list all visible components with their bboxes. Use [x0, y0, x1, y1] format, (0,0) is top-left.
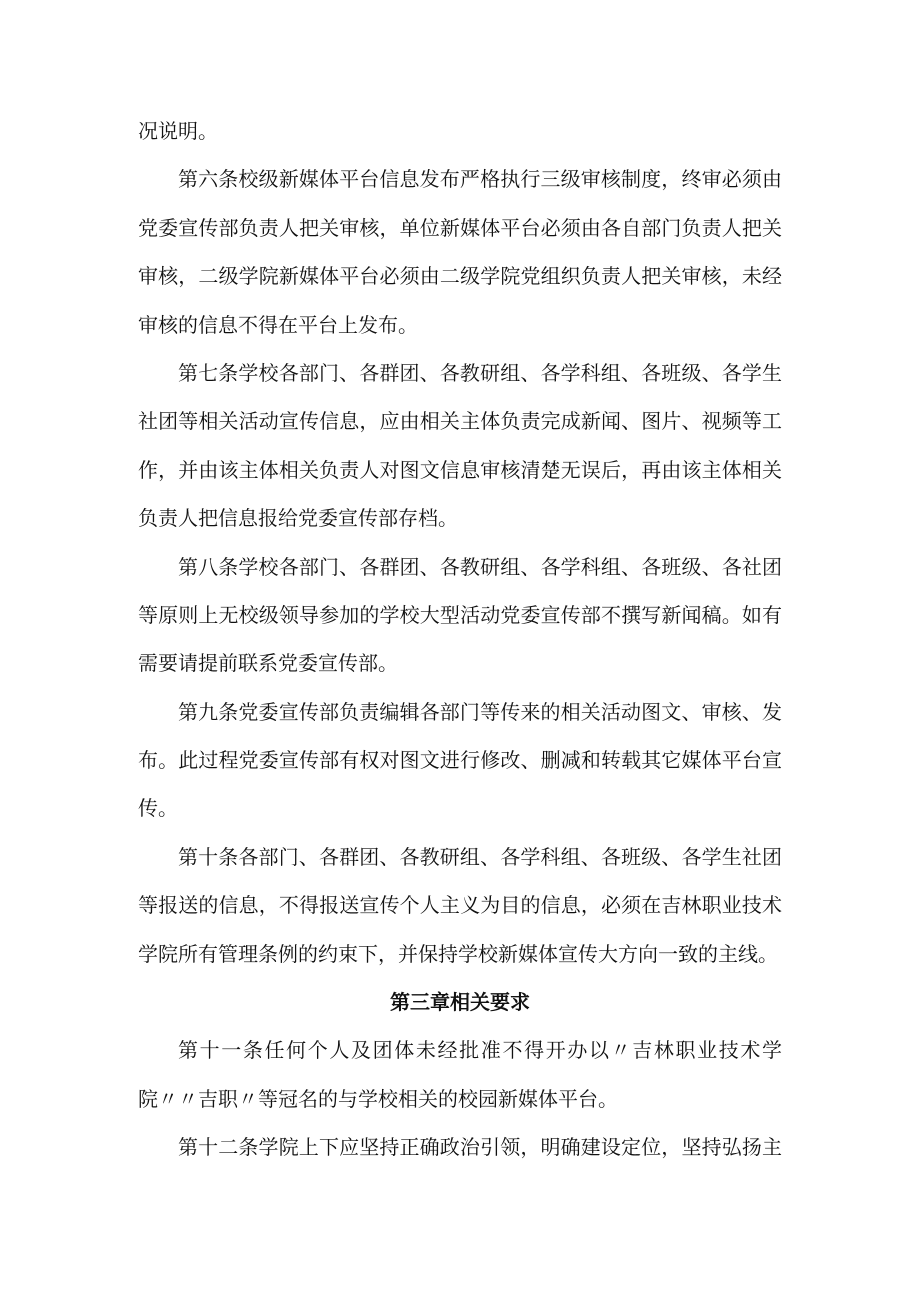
text-line: 第七条学校各部门、各群团、各教研组、各学科组、各班级、各学生: [178, 360, 782, 385]
document-body: [138, 107, 782, 1172]
article-11: [138, 1026, 782, 1123]
text-line: 第十条各部门、各群团、各教研组、各学科组、各班级、各学生社团: [178, 844, 782, 869]
text-line: 第十一条任何个人及团体未经批准不得开办以〃吉林职业技术学: [178, 1038, 782, 1063]
text-line: 审核，二级学院新媒体平台必须由二级学院党组织负责人把关审核，未经: [138, 264, 782, 289]
text-line: 社团等相关活动宣传信息，应由相关主体负责完成新闻、图片、视频等工: [138, 409, 782, 434]
text-line: 第六条校级新媒体平台信息发布严格执行三级审核制度，终审必须由: [178, 167, 782, 192]
text-line: 传。: [138, 796, 178, 821]
text-line: 等报送的信息，不得报送宣传个人主义为目的信息，必须在吉林职业技术: [138, 893, 782, 918]
text-line: 党委宣传部负责人把关审核，单位新媒体平台必须由各自部门负责人把关: [138, 215, 782, 240]
article-10: [138, 833, 782, 978]
text-line: 布。此过程党委宣传部有权对图文进行修改、删减和转载其它媒体平台宣: [138, 748, 782, 773]
text-line: 负责人把信息报给党委宣传部存档。: [138, 506, 458, 531]
text-line: 学院所有管理条例的约束下，并保持学校新媒体宣传大方向一致的主线。: [138, 941, 778, 966]
text-line: 审核的信息不得在平台上发布。: [138, 312, 418, 337]
chapter-heading: 第三章相关要求: [390, 990, 530, 1015]
article-7: [138, 349, 782, 543]
text-line: 第十二条学院上下应坚持正确政治引领，明确建设定位，坚持弘扬主: [178, 1135, 782, 1160]
text-line: 作，并由该主体相关负责人对图文信息审核清楚无误后，再由该主体相关: [138, 457, 782, 482]
text-line: 第九条党委宣传部负责编辑各部门等传来的相关活动图文、审核、发: [178, 699, 782, 724]
article-8: [138, 543, 782, 688]
article-9: [138, 688, 782, 833]
article-12: [138, 1123, 782, 1171]
text-line: 等原则上无校级领导参加的学校大型活动党委宣传部不撰写新闻稿。如有: [138, 602, 782, 627]
text-line: 需要请提前联系党委宣传部。: [138, 651, 398, 676]
intro-line: 况说明。: [138, 119, 218, 143]
text-line: 第八条学校各部门、各群团、各教研组、各学科组、各班级、各社团: [178, 554, 782, 579]
article-6: [138, 155, 782, 349]
text-line: 院〃〃吉职〃等冠名的与学校相关的校园新媒体平台。: [138, 1086, 618, 1111]
